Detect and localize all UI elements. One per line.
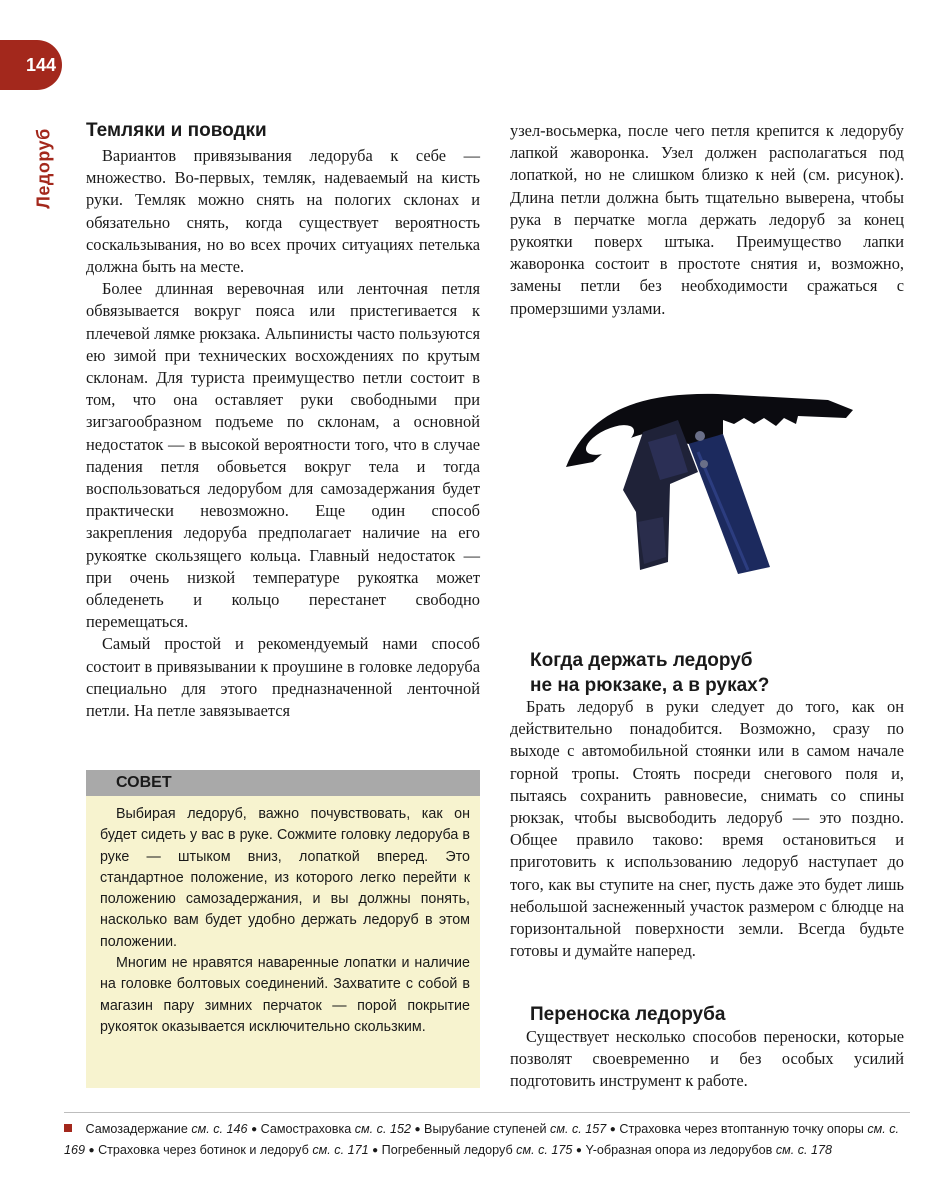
paragraph: Существует несколько способов переноски, которые позволят своевременно и без особых усилий подготовить инструмент к работе. (510, 1027, 904, 1091)
heading-line: не на рюкзаке, а в руках? (530, 675, 770, 696)
section-side-title (24, 120, 64, 230)
carrying-text (510, 1026, 904, 1093)
paragraph: Вариантов привязывания ледоруба к себе — множество. Во-первых, темляк, надеваемый на кисть руки. Темляк можно снять на пологих склонах и обязательно снять, когда существует вероятность соскальзывания, но во всех прочих ситуациях петелька должна быть на месте. (86, 146, 480, 277)
heading-lanyards: Темляки и поводки (86, 120, 267, 141)
page-number-tab: 144 (0, 40, 62, 90)
heading-carrying-text: Переноска ледоруба (530, 1004, 726, 1025)
ref-item: Y-образная опора из ледорубов см. с. 178 (585, 1143, 833, 1157)
tip-box (86, 770, 480, 1088)
tip-title: СОВЕТ (86, 770, 480, 796)
ice-axe-illustration (548, 372, 868, 582)
paragraph: Брать ледоруб в руки следует до того, как он действительно понадобится. Возможно, сразу по выходе с автомобильной стоянки или в самом начале горной тропы. Стоять посреди снегового поля и, пытаясь сохранить равновесие, снимать со спины рюкзак, чтобы высвободить ледоруб — это поздно. Общее правило таково: время остановиться и приготовить к использованию ледоруб наступает до того, как вы ступите на снег, пусть даже это будет лишь небольшой заснеженный участок размером с блюдце на горизонтальной поверхности земли. Всегда будьте готовы и думайте наперед. (510, 697, 904, 961)
paragraph: Самый простой и рекомендуемый нами способ состоит в привязывании к проушине в головке ледоруба специально для этого предназначенной ленточной петли. На петле завязывается (86, 634, 480, 721)
tip-paragraph: Многим не нравятся наваренные лопатки и наличие на головке болтовых соединений. Захватите с собой в магазин пару зимних перчаток — порой покрытие рукояток оказывается исключительно скользким. (100, 955, 470, 1035)
dot-separator-icon: ● (575, 1145, 582, 1156)
heading-line: Когда держать ледоруб (530, 650, 753, 671)
right-column-top (510, 120, 904, 320)
ref-item: Страховка через втоптанную точку опоры см. с. 169 (64, 1122, 900, 1157)
heading-when-to-hold (530, 650, 904, 700)
section-title-text: Ледоруб (33, 128, 54, 209)
tip-paragraph: Выбирая ледоруб, важно почувствовать, как он будет сидеть у вас в руке. Сожмите головку ледоруба в руке — штыком вниз, лопаткой вперед. Это стандартное положение, из которого легко перейти к положению самозадержания, и вы должны понять, насколько вам будет удобно держать ледоруб в этом положении. (100, 806, 470, 950)
when-to-hold-text (510, 696, 904, 962)
ref-item: Страховка через ботинок и ледоруб см. с. 171 (98, 1143, 369, 1157)
paragraph: Более длинная веревочная или ленточная петля обвязывается вокруг пояса или пристегивается к плечевой лямке рюкзака. Альпинисты часто пользуются ею зимой при технических восхождениях по крутым склонам. Для туриста преимущество петли состоит в том, что она оставляет руки свободными при зигзагообразном подъеме по склонам, а основной недостаток — в высокой вероятности того, что в случае падения петля обовьется вокруг тела и тогда воспользоваться ледорубом для самозадержания будет практически невозможно. Еще один способ закрепления ледоруба предполагает наличие на его рукоятке скользящего кольца. Главный недостаток — при очень низкой температуре рукоятка может обледенеть и кольцо перестанет свободно перемещаться. (86, 279, 480, 632)
ref-item: Самозадержание см. с. 146 (85, 1122, 248, 1136)
ref-item: Самостраховка см. с. 152 (260, 1122, 411, 1136)
dot-separator-icon: ● (251, 1124, 258, 1135)
dot-separator-icon: ● (414, 1124, 421, 1135)
cross-references (64, 1112, 910, 1161)
tip-body (86, 796, 480, 1038)
paragraph-continuation: узел-восьмерка, после чего петля крепится к ледорубу лапкой жаворонка. Узел должен располагаться под лопаткой, но не слишком близко к ней (см. рисунок). Длина петли должна быть тщательно выверена, чтобы рука в перчатке могла держать ледоруб за конец рукоятки поверх штыка. Преимущество лапки жаворонка состоит в простоте снятия и, возможно, замены петли без необходимости сражаться с промерзшими узлами. (510, 121, 904, 318)
ref-item: Вырубание ступеней см. с. 157 (424, 1122, 607, 1136)
left-column (86, 120, 480, 722)
square-bullet-icon (64, 1124, 72, 1132)
dot-separator-icon: ● (609, 1124, 616, 1135)
dot-separator-icon: ● (372, 1145, 379, 1156)
dot-separator-icon: ● (88, 1145, 95, 1156)
ref-item: Погребенный ледоруб см. с. 175 (381, 1143, 573, 1157)
ice-axe-photo (548, 372, 868, 582)
